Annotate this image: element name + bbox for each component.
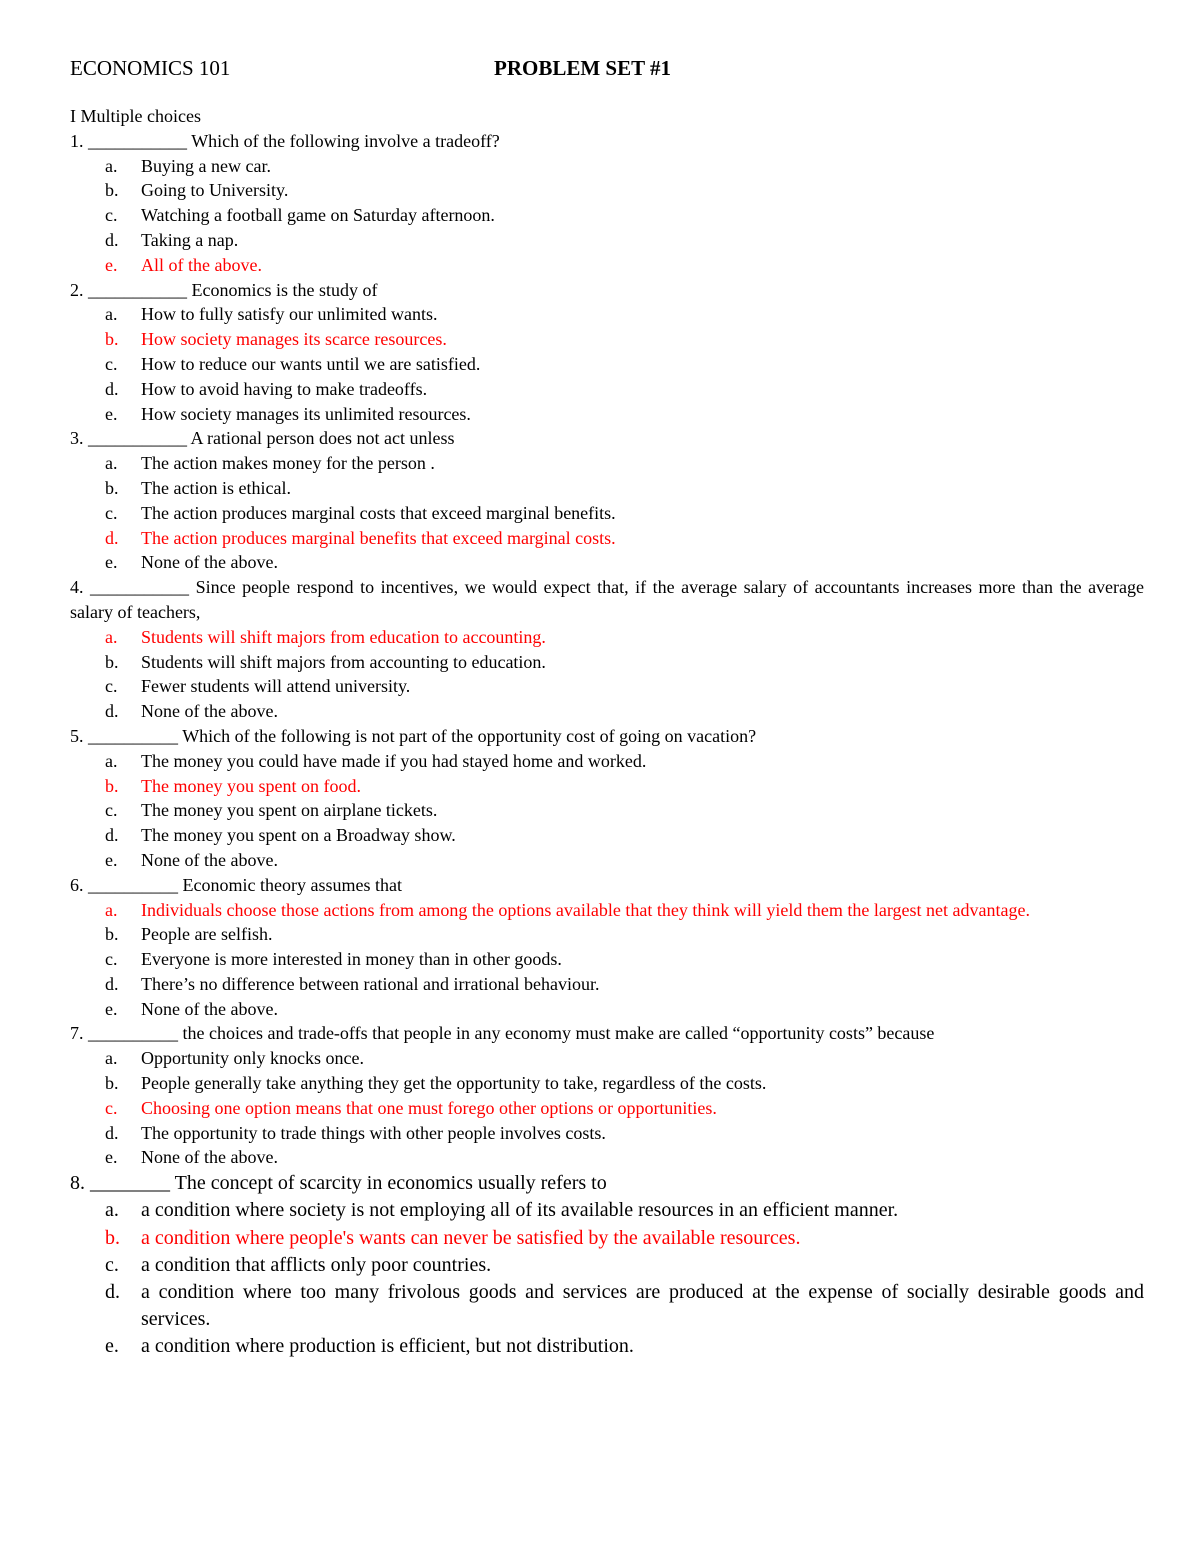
option-letter: b. (105, 1226, 120, 1249)
option-text: Fewer students will attend university. (141, 676, 411, 697)
option-letter: b. (105, 180, 119, 201)
answer-blank: __________ (88, 725, 178, 746)
option-text: There’s no difference between rational and irrational behaviour. (141, 973, 600, 994)
answer-blank: __________ (88, 874, 178, 895)
answer-blank: ___________ (90, 577, 190, 598)
option-text: None of the above. (141, 1147, 278, 1168)
option (70, 699, 1144, 724)
question-stem (70, 278, 1144, 303)
option-letter: b. (105, 924, 119, 945)
question-1 (70, 129, 1144, 278)
option-letter: a. (105, 155, 118, 176)
option (70, 798, 1144, 823)
option-letter: a. (105, 750, 118, 771)
option-list (70, 154, 1144, 278)
option-text: The action is ethical. (141, 477, 291, 498)
option-letter: e. (105, 552, 118, 573)
option-text: Everyone is more interested in money than in other goods. (141, 949, 562, 970)
question-number: 6. (70, 874, 84, 895)
question-text: Economic theory assumes that (182, 874, 402, 895)
option (70, 1197, 1144, 1224)
correct-option (70, 1225, 1144, 1252)
answer-blank: ___________ (88, 428, 187, 449)
option-letter: c. (105, 353, 118, 374)
option-letter: c. (105, 1253, 119, 1276)
option-letter: c. (105, 676, 118, 697)
question-text: A rational person does not act unless (190, 428, 455, 449)
option (70, 1252, 1144, 1279)
answer-blank: ___________ (88, 279, 187, 300)
option-letter: d. (105, 701, 119, 722)
option-letter: d. (105, 527, 119, 548)
option-letter: a. (105, 453, 118, 474)
option (70, 501, 1144, 526)
question-5 (70, 724, 1144, 873)
option-letter: a. (105, 1048, 118, 1069)
option-text: The opportunity to trade things with other people involves costs. (141, 1122, 606, 1143)
option-text: How to avoid having to make tradeoffs. (141, 378, 428, 399)
option-text: Watching a football game on Saturday afternoon. (141, 205, 495, 226)
course-title: ECONOMICS 101 (70, 56, 231, 80)
option-text: None of the above. (141, 998, 278, 1019)
option (70, 377, 1144, 402)
option-letter: d. (105, 378, 119, 399)
option-letter: c. (105, 800, 118, 821)
question-text: The concept of scarcity in economics usually refers to (174, 1172, 607, 1195)
question-number: 2. (70, 279, 84, 300)
option-text: Choosing one option means that one must forego other options or opportunities. (141, 1097, 717, 1118)
option (70, 1071, 1144, 1096)
option-text: How to fully satisfy our unlimited wants. (141, 304, 438, 325)
page-header (70, 52, 1144, 84)
option (70, 972, 1144, 997)
option-list (70, 302, 1144, 426)
option (70, 749, 1144, 774)
question-text: Which of the following is not part of the opportunity cost of going on vacation? (182, 725, 757, 746)
option (70, 178, 1144, 203)
option-letter: a. (105, 1199, 119, 1222)
option-text: Going to University. (141, 180, 289, 201)
option (70, 154, 1144, 179)
question-2 (70, 278, 1144, 427)
question-text: Since people respond to incentives, we would expect that, if the average salary of accountants increases more than the average salary of teachers, (70, 577, 1145, 622)
option (70, 823, 1144, 848)
option (70, 1145, 1144, 1170)
option-text: How society manages its scarce resources. (141, 329, 447, 350)
option-letter: b. (105, 477, 119, 498)
option-letter: a. (105, 626, 118, 647)
option-letter: e. (105, 254, 118, 275)
option-list (70, 1197, 1144, 1360)
option (70, 352, 1144, 377)
option-text: All of the above. (141, 254, 262, 275)
question-stem (70, 1021, 1144, 1046)
section-title: I Multiple choices (70, 106, 201, 126)
question-7 (70, 1021, 1144, 1170)
option-letter: a. (105, 304, 118, 325)
question-stem (70, 129, 1144, 154)
option-letter: d. (105, 973, 119, 994)
option-letter: c. (105, 502, 118, 523)
option (70, 402, 1144, 427)
option-list (70, 749, 1144, 873)
option (70, 476, 1144, 501)
option-text: The action produces marginal benefits that exceed marginal costs. (141, 527, 616, 548)
question-stem (70, 575, 1144, 625)
option-letter: a. (105, 899, 118, 920)
option (70, 997, 1144, 1022)
option-letter: c. (105, 1097, 118, 1118)
option-text: The money you could have made if you had stayed home and worked. (141, 750, 647, 771)
answer-blank: ___________ (88, 130, 187, 151)
option-text: Opportunity only knocks once. (141, 1048, 364, 1069)
option-letter: c. (105, 205, 118, 226)
option-letter: b. (105, 329, 119, 350)
question-number: 7. (70, 1023, 84, 1044)
question-stem (70, 724, 1144, 749)
question-list (70, 129, 1144, 1361)
option-text: a condition where production is efficient, but not distribution. (141, 1335, 634, 1358)
option-text: None of the above. (141, 552, 278, 573)
option-letter: c. (105, 949, 118, 970)
correct-option (70, 774, 1144, 799)
question-4 (70, 575, 1144, 724)
option-list (70, 1046, 1144, 1170)
question-number: 4. (70, 577, 84, 598)
answer-blank: ________ (90, 1172, 170, 1195)
option-text: a condition that afflicts only poor countries. (141, 1253, 492, 1276)
option-letter: e. (105, 998, 118, 1019)
option (70, 947, 1144, 972)
option-text: Students will shift majors from accounting to education. (141, 651, 546, 672)
question-stem (70, 426, 1144, 451)
option-text: Taking a nap. (141, 229, 239, 250)
question-6 (70, 873, 1144, 1022)
option-text: a condition where people's wants can never be satisfied by the available resources. (141, 1226, 801, 1249)
question-text: Economics is the study of (191, 279, 378, 300)
option (70, 550, 1144, 575)
option-text: a condition where too many frivolous goods and services are produced at the expense of socially desirable goods and services. (141, 1281, 1144, 1331)
option-text: The money you spent on a Broadway show. (141, 825, 456, 846)
question-number: 3. (70, 428, 84, 449)
option-letter: e. (105, 1147, 118, 1168)
option-text: a condition where society is not employing all of its available resources in an efficient manner. (141, 1199, 899, 1222)
option-text: Buying a new car. (141, 155, 271, 176)
option-letter: d. (105, 1281, 120, 1304)
option (70, 203, 1144, 228)
question-number: 1. (70, 130, 84, 151)
option-text: Students will shift majors from education to accounting. (141, 626, 546, 647)
option-letter: d. (105, 229, 119, 250)
option (70, 302, 1144, 327)
correct-option (70, 898, 1144, 923)
option-letter: d. (105, 825, 119, 846)
question-text: the choices and trade-offs that people in any economy must make are called “opportunity costs” because (182, 1023, 935, 1044)
correct-option (70, 526, 1144, 551)
option-letter: b. (105, 1073, 119, 1094)
option (70, 922, 1144, 947)
question-number: 8. (70, 1172, 85, 1195)
question-stem (70, 873, 1144, 898)
option-list (70, 625, 1144, 724)
option-text: People generally take anything they get the opportunity to take, regardless of the costs. (141, 1073, 767, 1094)
correct-option (70, 327, 1144, 352)
option-letter: d. (105, 1122, 119, 1143)
question-number: 5. (70, 725, 84, 746)
option-text: The money you spent on airplane tickets. (141, 800, 438, 821)
option-list (70, 451, 1144, 575)
question-3 (70, 426, 1144, 575)
option-letter: b. (105, 651, 119, 672)
option-text: People are selfish. (141, 924, 273, 945)
option (70, 848, 1144, 873)
option-text: The money you spent on food. (141, 775, 361, 796)
option (70, 1046, 1144, 1071)
option-text: None of the above. (141, 701, 278, 722)
option-letter: b. (105, 775, 119, 796)
question-stem (70, 1170, 1144, 1197)
option (70, 1121, 1144, 1146)
option-text: Individuals choose those actions from among the options available that they think will yield them the largest net advantage. (141, 899, 1030, 920)
correct-option (70, 625, 1144, 650)
option (70, 228, 1144, 253)
option (70, 451, 1144, 476)
option-text: The action makes money for the person . (141, 453, 435, 474)
option-text: The action produces marginal costs that exceed marginal benefits. (141, 502, 616, 523)
correct-option (70, 253, 1144, 278)
option-text: How society manages its unlimited resources. (141, 403, 471, 424)
option-text: None of the above. (141, 849, 278, 870)
option (70, 650, 1144, 675)
option-letter: e. (105, 403, 118, 424)
problem-set-title: PROBLEM SET #1 (494, 56, 671, 80)
correct-option (70, 1096, 1144, 1121)
question-text: Which of the following involve a tradeoff? (191, 130, 500, 151)
answer-blank: __________ (88, 1023, 178, 1044)
option-text: How to reduce our wants until we are satisfied. (141, 353, 481, 374)
option-letter: e. (105, 1335, 119, 1358)
option (70, 674, 1144, 699)
option-letter: e. (105, 849, 118, 870)
option-list (70, 898, 1144, 1022)
question-8 (70, 1170, 1144, 1360)
option (70, 1333, 1144, 1360)
option (70, 1279, 1144, 1333)
